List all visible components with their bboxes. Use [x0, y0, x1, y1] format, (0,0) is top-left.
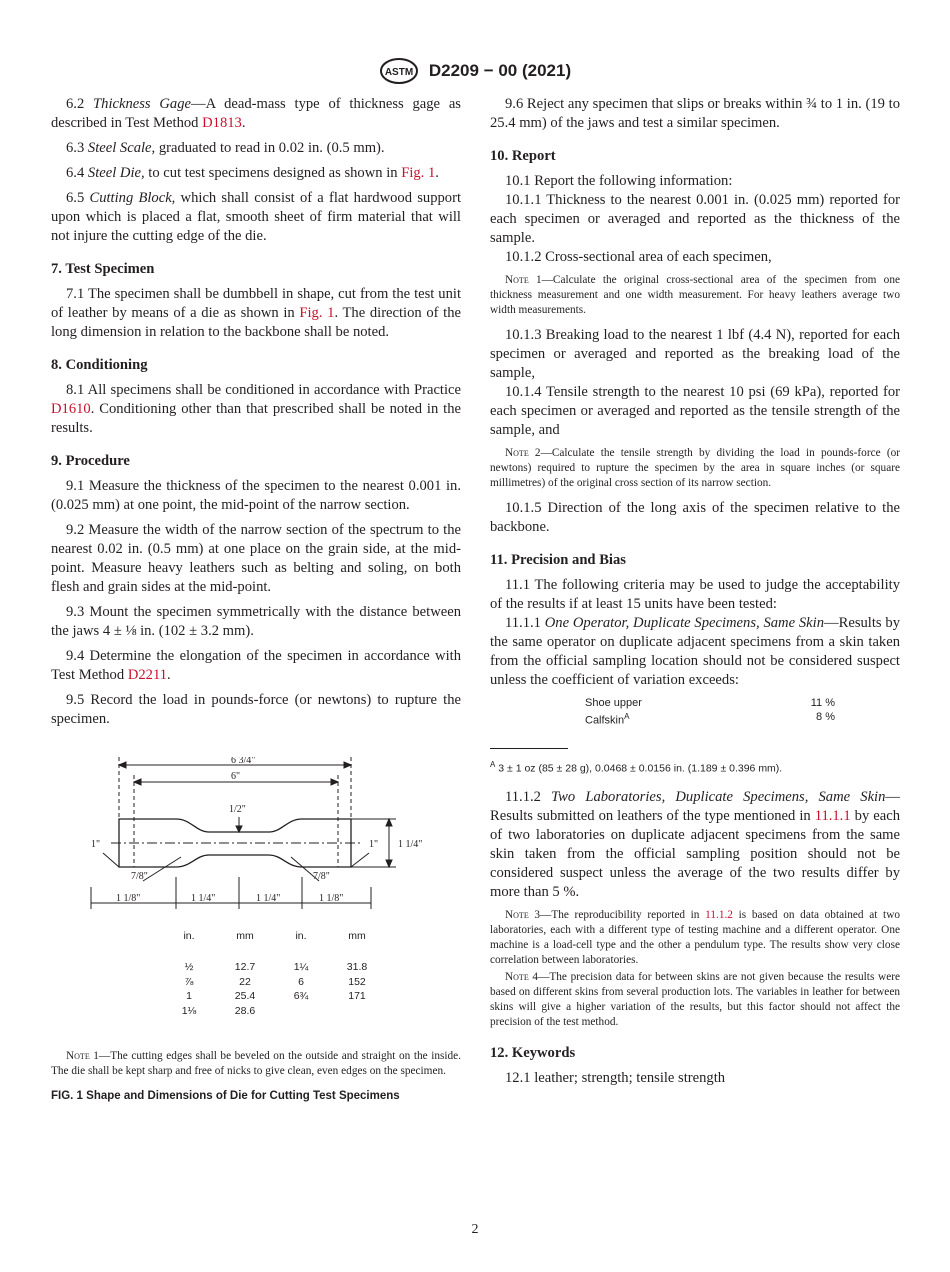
para-12-1: 12.1 leather; strength; tensile strength [505, 1070, 726, 1087]
dim-gauge: 6" [231, 771, 241, 782]
section-11-heading: 11. Precision and Bias [490, 552, 626, 568]
para-9-3: 9.3 Mount the specimen symmetrically with the distance between the jaws 4 ± ⅛ in. (102 ± 3.2 mm). [51, 604, 461, 639]
dim-7-8-left: 7/8" [131, 871, 148, 882]
table-row: ½ 12.7 1¼ 31.8 [184, 961, 368, 973]
dim-width: 1 1/4" [398, 839, 423, 850]
link-fig1-b[interactable]: Fig. 1 [299, 305, 335, 321]
footnote-rule [490, 748, 568, 749]
left-column [51, 95, 461, 1106]
dim-b3: 1 1/4" [256, 893, 281, 904]
dimension-table: in. mm in. mm ½ 12.7 1¼ 31.8 ⅞ 22 6 152 1 25.4 6¾ 171 1⅛ 28.6 [161, 927, 385, 1018]
para-9-1: 9.1 Measure the thickness of the specimen to the nearest 0.001 in. (0.025 mm) at one point, the mid-point of the narrow section. [51, 478, 461, 513]
para-6-3: 6.3 Steel Scale, graduated to read in 0.02 in. (0.5 mm). [66, 140, 385, 156]
para-10-1-3: 10.1.3 Breaking load to the nearest 1 lbf (4.4 N), reported for each specimen or averaged and reported as the breaking load of the sample, [490, 327, 900, 381]
figure-caption: FIG. 1 Shape and Dimensions of Die for Cutting Test Specimens [51, 1090, 400, 1102]
page-header [0, 58, 950, 84]
section-10-heading: 10. Report [490, 148, 556, 164]
link-d2211[interactable]: D2211 [127, 667, 167, 683]
para-7-1: 7.1 The specimen shall be dumbbell in shape, cut from the test unit of leather by means of a die as shown in Fig. 1. The direction of the long dimension in relation to the backbone shall be noted. [51, 286, 462, 340]
para-11-1-1: 11.1.1 One Operator, Duplicate Specimens, Same Skin—Results by the same operator on duplicate adjacent specimens from a skin taken from the official sampling location should not be considered suspect unless the coefficient of variation exceeds: [490, 615, 900, 688]
para-10-1: 10.1 Report the following information: [505, 173, 733, 189]
para-10-1-5: 10.1.5 Direction of the long axis of the specimen relative to the backbone. [490, 500, 900, 535]
table-row: 1⅛ 28.6 [181, 1004, 256, 1017]
link-fig1[interactable]: Fig. 1 [401, 165, 436, 181]
para-9-4: 9.4 Determine the elongation of the specimen in accordance with Test Method D2211. [51, 648, 461, 683]
dim-b4: 1 1/8" [319, 893, 344, 904]
table-row: ⅞ 22 6 152 [184, 975, 366, 988]
para-10-1-2: 10.1.2 Cross-sectional area of each specimen, [505, 249, 772, 265]
die-drawing [51, 757, 461, 927]
link-d1813[interactable]: D1813 [202, 115, 242, 131]
para-9-6: 9.6 Reject any specimen that slips or breaks within ¾ to 1 in. (19 to 25.4 mm) of the jaws and test a similar specimen. [490, 96, 900, 131]
svg-text:ASTM: ASTM [384, 67, 414, 78]
section-12-heading: 12. Keywords [490, 1045, 576, 1062]
dim-r-right: 1" [369, 839, 379, 850]
para-6-2: 6.2 Thickness Gage—A dead-mass type of thickness gage as described in Test Method D1813. [51, 96, 461, 131]
note-2: Note 2—Calculate the tensile strength by dividing the load in pounds-force (or newtons) required to rupture the specimen by the area in square inches (or square millimetres) of the original cross section of its narrow section. [490, 447, 900, 489]
table-row: Shoe upper 11 % [585, 697, 835, 709]
right-column [490, 95, 900, 1094]
link-11-1-2[interactable]: 11.1.2 [705, 909, 733, 922]
dim-b2: 1 1/4" [191, 893, 216, 904]
footnote-a: $^A$ 3 ± 1 oz (85 ± 28 g), 0.0468 ± 0.0156 in. (1.189 ± 0.396 mm). [490, 759, 783, 775]
para-6-4: 6.4 Steel Die, to cut test specimens designed as shown in Fig. 1. [66, 165, 439, 181]
para-9-2: 9.2 Measure the width of the narrow section of the spectrum to the nearest 0.02 in. (0.5 mm) at one place on the grain side, at the mid-point. Measure heavy leathers such as belting and soling, on both flesh and grain sides at the mid-point. [51, 522, 461, 595]
table-row: Calfskin$^A$ 8 % [585, 711, 835, 727]
section-8-heading: 8. Conditioning [51, 357, 148, 373]
figure-1 [51, 757, 461, 1027]
para-9-5: 9.5 Record the load in pounds-force (or newtons) to rupture the specimen. [51, 692, 461, 727]
para-8-1: 8.1 All specimens shall be conditioned in accordance with Practice D1610. Conditioning other than that prescribed shall be noted in the results. [51, 382, 461, 436]
table-row: 1 25.4 6¾ 171 [186, 990, 366, 1002]
dim-r-left: 1" [91, 839, 101, 850]
para-6-5: 6.5 Cutting Block, which shall consist of a flat hardwood support upon which is placed a flat, smooth sheet of firm material that will not injure the cutting edge of the die. [51, 190, 461, 244]
note-1: Note 1—Calculate the original cross-sectional area of the specimen from one thickness measurement and one width measurement. For heavy leathers average two width measurements. [490, 274, 900, 316]
link-11-1-1[interactable]: 11.1.1 [814, 808, 851, 825]
astm-logo-icon [379, 58, 419, 84]
link-d1610[interactable]: D1610 [51, 401, 91, 417]
designation: D2209 − 00 (2021) [428, 61, 572, 80]
dim-b1: 1 1/8" [116, 893, 141, 904]
para-11-1-2: 11.1.2 Two Laboratories, Duplicate Specimens, Same Skin—Results submitted on leathers of the type mentioned in 11.1.1 by each of two laboratories on duplicate adjacent specimens from the same skin taken from the official sampling position should not be considered suspect unless the average of the two results differ by more than 5 %. [490, 789, 900, 901]
figure-note-1: Note 1—The cutting edges shall be beveled on the outside and straight on the inside. The die shall be kept sharp and free of nicks to give clean, even edges on the specimen. [51, 1050, 461, 1077]
para-11-1: 11.1 The following criteria may be used to judge the acceptability of the results if at least 15 units have been tested: [490, 577, 900, 612]
section-9-heading: 9. Procedure [51, 453, 130, 469]
dim-7-8-right: 7/8" [313, 871, 330, 882]
page-number: 2 [471, 1222, 479, 1237]
cv-table [585, 696, 835, 728]
section-7-heading: 7. Test Specimen [51, 261, 155, 277]
para-10-1-4: 10.1.4 Tensile strength to the nearest 10 psi (69 kPa), reported for each specimen or averaged and reported as the tensile strength of the sample, and [490, 384, 900, 438]
dim-overall: 6 3/4" [231, 757, 256, 766]
dim-half: 1/2" [229, 804, 246, 815]
note-3: Note 3—The reproducibility reported in 11.1.2 is based on data obtained at two laboratories, each with a different type of testing machine and a different operator. One machine is a load-cell type and the other a pendulum type. The results show very close correlation between laboratories. [490, 909, 900, 967]
note-4: Note 4—The precision data for between skins are not given because the results were based on different skins from several production lots. The variables in leather for between skins will give a higher variation of the results, but this factor should not affect the precision of the test method. [490, 971, 900, 1029]
para-10-1-1: 10.1.1 Thickness to the nearest 0.001 in. (0.025 mm) reported for each specimen or averaged and reported as the thickness of the sample. [490, 192, 900, 246]
